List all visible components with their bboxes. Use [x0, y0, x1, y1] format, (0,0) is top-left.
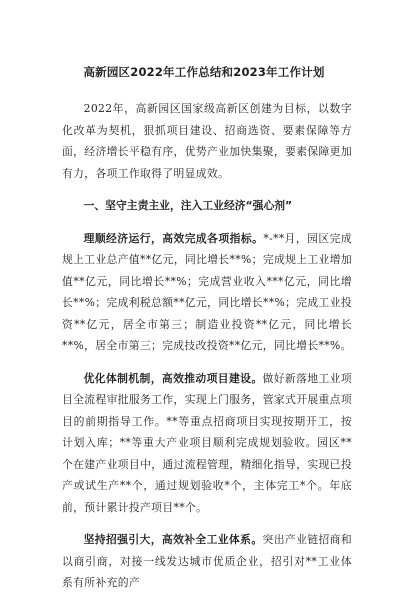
section-heading: 一、坚守主责主业，注入工业经济“强心剂” — [83, 199, 293, 212]
document-title: 高新园区2022年工作总结和2023年工作计划 — [83, 65, 325, 79]
document-body — [62, 98, 352, 605]
intro-paragraph: 2022年，高新园区国家级高新区创建为目标，以数字化改革为契机，狠抓项目建设、招商选资、要素保障等方面，经济增长平稳有序，优势产业加快集聚，要素保障更加有力，各项工作取得了明显成效。 — [62, 102, 352, 180]
paragraph-lead: 坚持招强引大，高效补全工业体系。 — [83, 533, 263, 546]
paragraph-text: 突出产业链招商和以商引商，对接一线发达城市优质企业，招引对**工业体系有所补充的产 — [62, 533, 352, 589]
paragraph-lead: 理顺经济运行，高效完成各项指标。 — [83, 231, 264, 245]
paragraph-economic-operation — [62, 228, 352, 357]
paragraph-text: *-**月，园区完成规上工业总产值**亿元，同比增长**%；完成规上工业增加值**亿元，同比增长**%；完成营业收入***亿元，同比增长**%；完成利税总额**亿元，同比增长**%；完成工业投资**亿元，居全市第三；制造业投资**亿元，同比增长**%，居全市第三；完成技改投资**亿元，同比增长**%。 — [62, 231, 352, 352]
paragraph-investment-attraction — [62, 529, 352, 594]
paragraph-lead: 优化体制机制，高效推动项目建设。 — [83, 371, 263, 385]
paragraph-project-construction — [62, 368, 352, 519]
paragraph-text: 做好新落地工业项目全流程审批服务工作，实现上门服务，管家式开展重点项目的前期指导工作。**等重点招商项目实现按期开工，按计划入库；**等重大产业项目顺利完成规划验收。园区**个在建产业项目中，通过流程管理，精细化指导，实现已投产或试生产**个，通过规划验收*个，主体完工*个。年底前，预计累计投产项目**个。 — [62, 371, 352, 514]
